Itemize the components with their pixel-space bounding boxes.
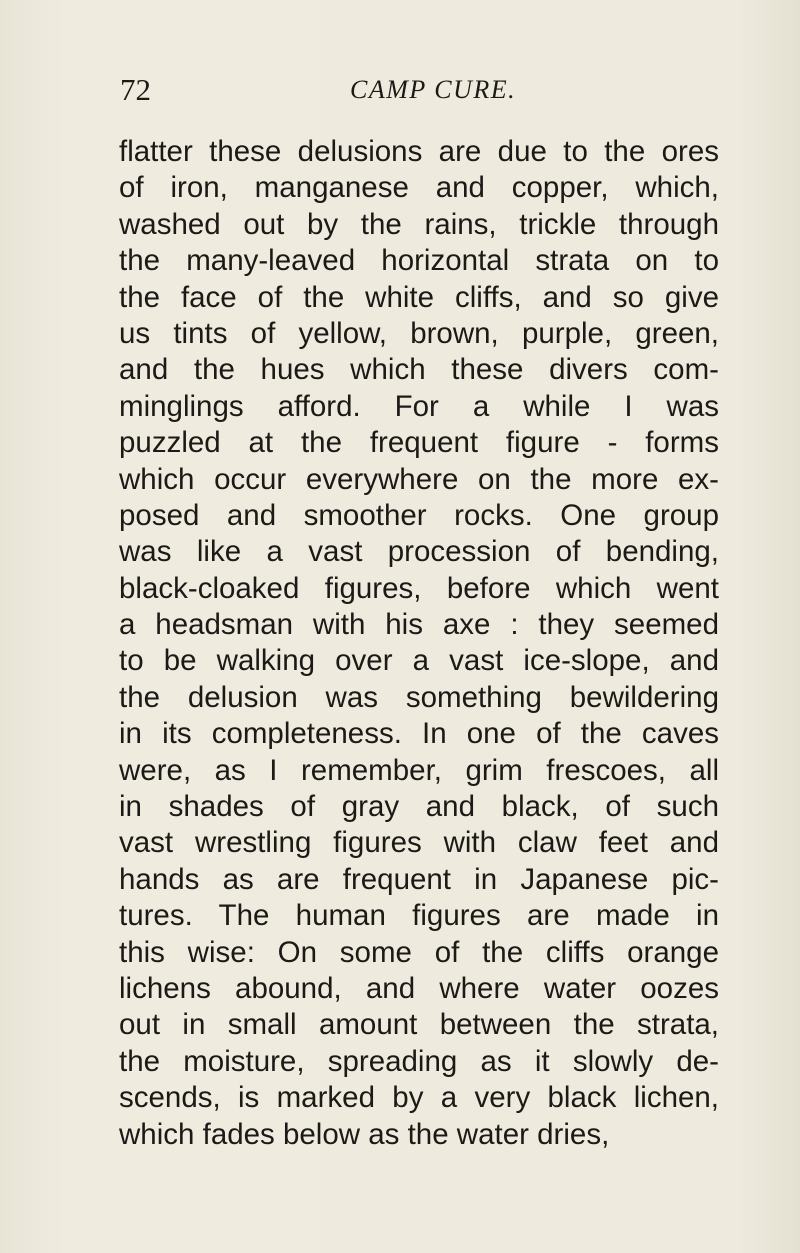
running-head [120,70,540,110]
text-line: us tints of yellow, brown, purple, green, [119,316,719,350]
text-line: the delusion was something bewildering [119,680,719,714]
text-line: washed out by the rains, trickle through [119,207,719,241]
text-line: this wise: On some of the cliffs orange [119,935,719,969]
text-line: the face of the white cliffs, and so give [119,280,719,314]
text-line: of iron, manganese and copper, which, [119,171,719,205]
text-line: to be walking over a vast ice-slope, and [119,644,719,678]
text-line: and the hues which these divers com- [119,353,719,387]
book-title: CAMP CURE. [350,75,517,104]
text-line: tures. The human figures are made in [119,899,719,933]
text-line: flatter these delusions are due to the ores [119,135,719,168]
text-line: hands as are frequent in Japanese pic- [119,862,719,896]
body-text [119,134,719,1153]
text-line: which occur everywhere on the more ex- [119,462,719,496]
text-line: vast wrestling figures with claw feet and [119,826,719,860]
text-line: in shades of gray and black, of such [119,790,719,824]
text-line: in its completeness. In one of the caves [119,717,719,751]
text-line: out in small amount between the strata, [119,1008,719,1042]
text-line: scends, is marked by a very black lichen, [119,1081,719,1115]
text-line: a headsman with his axe : they seemed [119,608,719,642]
page-number: 72 [120,72,151,107]
text-line: puzzled at the frequent figure - forms [119,426,719,460]
text-line: black-cloaked figures, before which went [119,571,719,605]
text-line: the many-leaved horizontal strata on to [119,244,719,278]
text-line: minglings afford. For a while I was [119,389,719,423]
text-line: posed and smoother rocks. One group [119,498,719,532]
text-line: which fades below as the water dries, [119,1117,610,1151]
text-line: the moisture, spreading as it slowly de- [119,1044,719,1078]
text-line: were, as I remember, grim frescoes, all [119,753,719,787]
text-line: lichens abound, and where water oozes [119,971,719,1005]
text-line: was like a vast procession of bending, [119,535,719,569]
